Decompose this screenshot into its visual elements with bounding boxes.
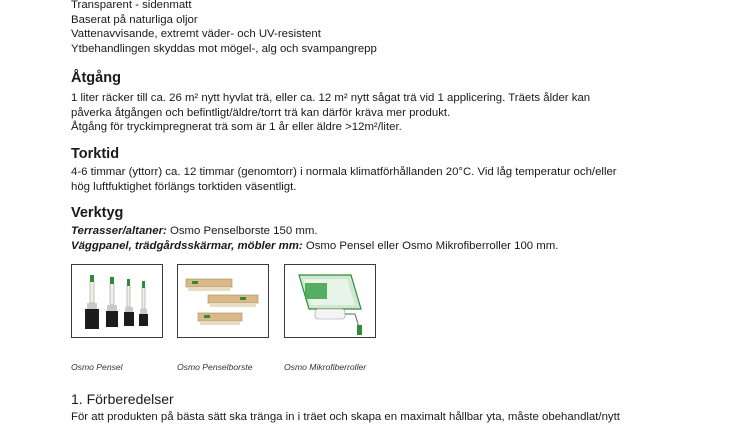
section-heading-torktid: Torktid: [71, 146, 120, 162]
feature-item: Ytbehandlingen skyddas mot mögel-, alg och svampangrepp: [71, 42, 377, 55]
feature-item: Baserat på naturliga oljor: [71, 13, 198, 26]
forberedelser-text: [71, 410, 620, 425]
use-label: Terrasser/altaner:: [71, 225, 167, 237]
feature-list: [71, 0, 377, 56]
tool-recommendation: Osmo Pensel eller Osmo Mikrofiberroller 100 mm.: [302, 239, 559, 252]
section-heading-atgang: Åtgång: [71, 70, 121, 86]
text-line: hög luftfuktighet förlängs torktiden väsentligt.: [71, 180, 297, 193]
text-line: [71, 239, 558, 254]
use-label: Väggpanel, trädgårdsskärmar, möbler mm:: [71, 239, 303, 252]
torktid-text: [71, 165, 617, 194]
tool-caption: Osmo Penselborste: [177, 362, 253, 372]
section-heading-forberedelser: 1. Förberedelser: [71, 391, 174, 407]
feature-item: Vattenavvisande, extremt väder- och UV-resistent: [71, 28, 321, 41]
tool-caption: Osmo Pensel: [71, 362, 123, 372]
section-heading-verktyg: Verktyg: [71, 205, 124, 221]
text-line: [71, 224, 558, 239]
text-line: För att produkten på bästa sätt ska tränga in i träet och skapa en maximalt hållbar yta, måste obehandlat/nytt: [71, 411, 620, 423]
atgang-text: [71, 91, 590, 135]
text-line: påverka åtgången och befintligt/äldre/torrt trä kan därför kräva mer produkt.: [71, 106, 451, 119]
text-line: Åtgång för tryckimpregnerat trä som är 1 år eller äldre >12m²/liter.: [71, 121, 402, 134]
paint-brushes-icon: [71, 264, 163, 338]
verktyg-text: [71, 224, 558, 253]
text-line: 1 liter räcker till ca. 26 m² nytt hyvlat trä, eller ca. 12 m² nytt sågat trä vid 1 applicering. Träets ålder kan: [71, 92, 591, 104]
paint-roller-tray-icon: [284, 264, 376, 338]
brush-brooms-icon: [177, 264, 269, 338]
feature-item: Transparent - sidenmatt: [71, 0, 192, 11]
text-line: 4-6 timmar (yttorr) ca. 12 timmar (genomtorr) i normala klimatförhållanden 20°C. Vid låg temperatur och/eller: [71, 166, 617, 178]
tool-caption: Osmo Mikrofiberroller: [284, 362, 367, 372]
tool-recommendation: Osmo Penselborste 150 mm.: [166, 225, 318, 237]
